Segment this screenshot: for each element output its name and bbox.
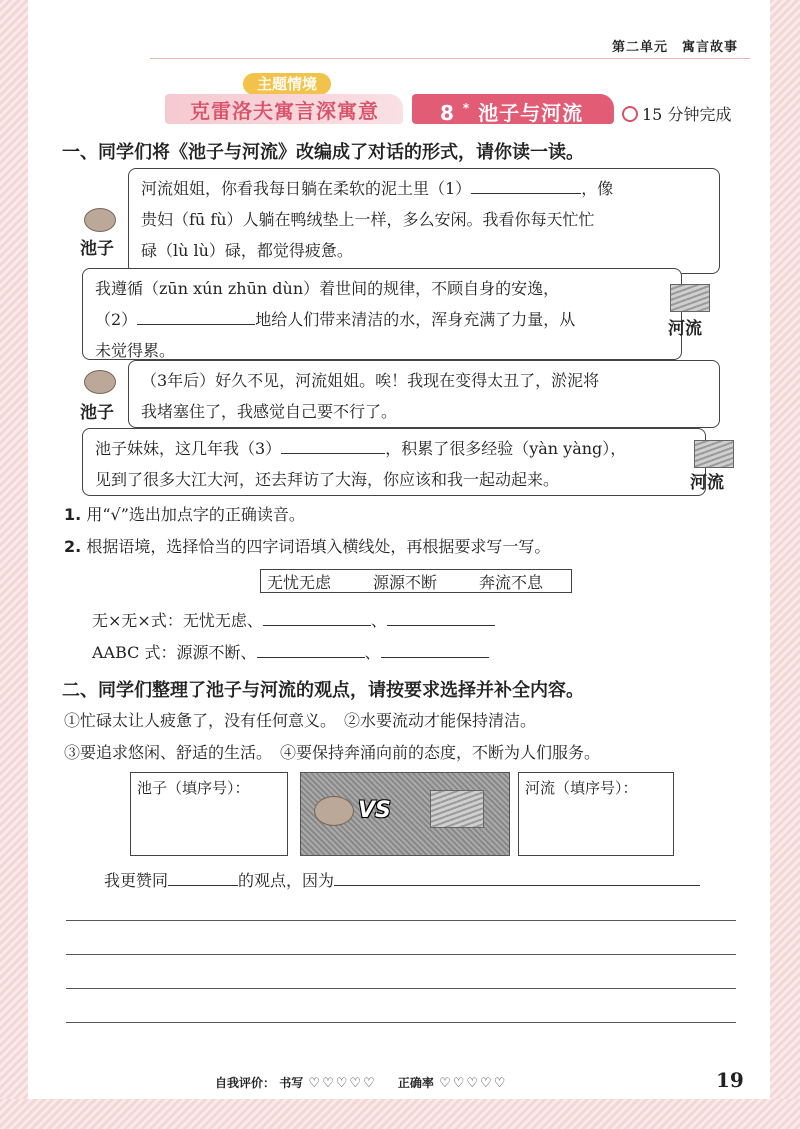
lesson-marker-icon: * — [462, 101, 471, 115]
pond-illustration-icon — [314, 796, 354, 826]
separator: 、 — [370, 611, 387, 630]
dialog-bubble-3 — [128, 360, 720, 428]
box-label: 池子（填序号）： — [137, 779, 250, 797]
thumbs-up-icon[interactable]: ♡ — [349, 1076, 362, 1091]
reason-blank[interactable] — [334, 885, 700, 886]
page-border-left — [0, 0, 28, 1129]
writing-rating[interactable] — [307, 1076, 375, 1090]
pattern-label: 无×无×式：无忧无虑、 — [92, 611, 263, 630]
clock-icon — [622, 106, 638, 122]
thumbs-up-icon[interactable]: ♡ — [439, 1076, 451, 1091]
dialog-line: （3年后）好久不见，河流姐姐。唉！我现在变得太丑了，淤泥将 — [141, 371, 600, 390]
word-option: 源源不断 — [373, 573, 438, 592]
dialog-text: ，积累了很多经验（yàn yàng）， — [385, 439, 627, 458]
thumbs-up-icon[interactable]: ♡ — [322, 1076, 334, 1091]
vs-label: VS — [358, 798, 391, 823]
speaker-label: 河流 — [668, 319, 702, 339]
question-number: 1. — [64, 505, 82, 524]
header-divider — [150, 58, 750, 59]
dialog-text: 地给人们带来清洁的水，浑身充满了力量，从 — [255, 310, 576, 329]
accuracy-label: 正确率 — [397, 1076, 434, 1090]
dialog-line: 碌（lù lù）碌，都觉得疲惫。 — [141, 241, 353, 260]
thumbs-up-icon[interactable]: ♡ — [452, 1076, 465, 1091]
pond-answer-box[interactable] — [130, 772, 288, 856]
pond-icon — [84, 208, 116, 232]
agree-blank[interactable] — [168, 885, 238, 886]
speaker-label: 池子 — [80, 239, 114, 259]
question-2 — [64, 534, 550, 557]
thumbs-up-icon[interactable]: ♡ — [480, 1076, 492, 1091]
word-option: 奔流不息 — [479, 573, 544, 592]
river-icon — [694, 440, 734, 468]
agree-prefix: 我更赞同 — [104, 871, 169, 890]
pattern-blank[interactable] — [263, 625, 371, 626]
viewpoints-row-1: ①忙碌太让人疲惫了，没有任何意义。 ②水要流动才能保持清洁。 — [64, 711, 537, 730]
thumbs-up-icon[interactable]: ♡ — [335, 1076, 348, 1091]
question-1 — [64, 502, 305, 525]
word-options-box — [260, 569, 572, 593]
speaker-label: 池子 — [80, 403, 114, 423]
writing-label: 书写 — [279, 1076, 304, 1090]
dialog-text: （2） — [95, 310, 138, 329]
time-limit — [622, 102, 731, 125]
dialog-text: 池子妹妹，这几年我（3） — [95, 439, 282, 458]
dialog-bubble-4 — [82, 428, 706, 496]
theme-title: 克雷洛夫寓言深寓意 — [190, 99, 379, 123]
agree-mid: 的观点，因为 — [238, 871, 335, 890]
pond-icon — [84, 370, 116, 394]
dialog-bubble-1 — [128, 168, 720, 274]
accuracy-rating[interactable] — [438, 1076, 506, 1090]
dialog-text: 河流姐姐，你看我每日躺在柔软的泥土里（1） — [141, 179, 472, 198]
river-illustration-icon — [430, 790, 484, 828]
page-number: 19 — [716, 1068, 744, 1092]
answer-blank-1[interactable] — [471, 193, 581, 194]
page-border-right — [770, 0, 800, 1129]
agree-line — [104, 868, 700, 891]
word-option: 无忧无虑 — [267, 573, 332, 592]
pattern-label: AABC 式：源源不断、 — [92, 643, 257, 662]
thumbs-up-icon[interactable]: ♡ — [308, 1076, 321, 1091]
dialog-line: 我堵塞住了，我感觉自己要不行了。 — [141, 402, 398, 421]
writing-line[interactable] — [66, 988, 736, 989]
pattern-blank[interactable] — [381, 657, 489, 658]
page-border-bottom — [0, 1099, 800, 1129]
lesson-name: 池子与河流 — [478, 101, 584, 125]
thumbs-up-icon[interactable]: ♡ — [466, 1076, 479, 1091]
thumbs-up-icon[interactable]: ♡ — [363, 1076, 375, 1091]
answer-blank-2[interactable] — [137, 324, 255, 325]
section2-title: 二、同学们整理了池子与河流的观点，请按要求选择并补全内容。 — [62, 680, 584, 701]
question-number: 2. — [64, 537, 82, 556]
dialog-line: 未觉得累。 — [95, 341, 176, 360]
river-icon — [670, 284, 710, 312]
section1-title: 一、同学们将《池子与河流》改编成了对话的形式，请你读一读。 — [62, 142, 584, 163]
self-eval-label: 自我评价： — [215, 1076, 276, 1090]
time-text: 15 分钟完成 — [642, 105, 732, 124]
box-label: 河流（填序号）： — [525, 779, 638, 797]
dialog-line — [95, 433, 695, 464]
lesson-number: 8 — [440, 101, 455, 125]
dialog-line: 见到了很多大江大河，还去拜访了大海，你应该和我一起动起来。 — [95, 470, 560, 489]
dialog-line — [95, 304, 671, 335]
lesson-title — [440, 97, 583, 126]
pattern-blank[interactable] — [257, 657, 365, 658]
dialog-line: 我遵循（zūn xún zhūn dùn）着世间的规律，不顾自身的安逸， — [95, 279, 560, 298]
writing-line[interactable] — [66, 1022, 736, 1023]
question-text: 根据语境，选择恰当的四字词语填入横线处，再根据要求写一写。 — [86, 537, 551, 556]
pattern-blank[interactable] — [387, 625, 495, 626]
thumbs-up-icon[interactable]: ♡ — [493, 1076, 506, 1091]
dialog-line: 贵妇（fū fù）人躺在鸭绒垫上一样，多么安闲。我看你每天忙忙 — [141, 210, 595, 229]
theme-badge: 主题情境 — [243, 73, 331, 95]
writing-line[interactable] — [66, 920, 736, 921]
dialog-text: ，像 — [581, 179, 614, 198]
separator: 、 — [364, 643, 381, 662]
question-text: 用“√”选出加点字的正确读音。 — [86, 505, 305, 524]
unit-header: 第二单元 寓言故事 — [612, 40, 739, 55]
writing-line[interactable] — [66, 954, 736, 955]
answer-blank-3[interactable] — [281, 453, 385, 454]
speaker-label: 河流 — [690, 473, 724, 493]
pattern-row-2 — [92, 640, 489, 663]
pattern-row-1 — [92, 608, 495, 631]
dialog-line — [141, 173, 709, 204]
self-evaluation — [215, 1074, 506, 1091]
dialog-bubble-2 — [82, 268, 682, 360]
river-answer-box[interactable] — [518, 772, 674, 856]
viewpoints-row-2: ③要追求悠闲、舒适的生活。 ④要保持奔涌向前的态度，不断为人们服务。 — [64, 743, 601, 762]
